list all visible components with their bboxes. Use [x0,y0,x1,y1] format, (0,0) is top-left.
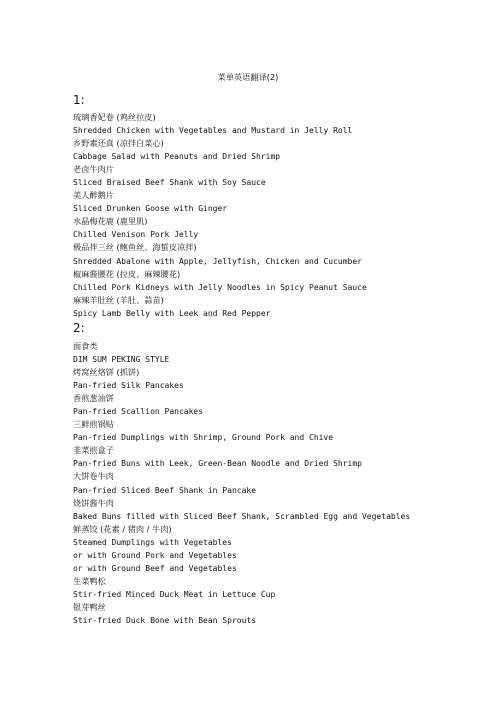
dish-name-english: Shredded Chicken with Vegetables and Mustard in Jelly Roll [73,126,353,136]
dish-name-chinese: 生菜鸭松 [73,575,106,586]
dish-name-english: Sliced Drunken Goose with Ginger [73,204,228,214]
dish-name-chinese: 老卤牛肉片 [73,164,114,175]
dish-name-chinese: 烤窝丝烙饼 (抓饼) [73,367,140,378]
dish-name-chinese: 银芽鸭丝 [73,601,106,612]
section-1-lines [73,111,483,320]
dish-name-english: Pan-fried Dumplings with Shrimp, Ground Pork and Chive [73,433,334,443]
dish-name-english: Pan-fried Silk Pancakes [73,381,184,391]
dish-name-english: Stir-fried Duck Bone with Bean Sprouts [73,615,257,625]
dish-name-chinese: 极品拌三丝 (鲍鱼丝、海蜇皮凉拌) [73,242,197,253]
dish-name-chinese: 乡野素还真 (凉拌白菜心) [73,138,164,149]
dish-name-english: Pan-fried Buns with Leek, Green-Bean Noodle and Dried Shrimp [73,459,362,469]
dish-name-chinese: 美人醉鹅片 [73,190,114,201]
dish-name-english: Cabbage Salad with Peanuts and Dried Shrimp [73,152,281,162]
section-2-lines [73,340,483,627]
dish-name-chinese: 鲜蒸饺 (花素 / 猪肉 / 牛肉) [73,523,172,534]
dish-name-chinese: 麻辣羊肚丝 (羊肚、蒜苗) [73,294,164,305]
dish-name-chinese: 琉璃香妃卷 (鸡丝拉皮) [73,112,156,122]
dish-name-english: Pan-fried Sliced Beef Shank in Pancake [73,485,257,495]
dish-name-english: or with Ground Beef and Vegetables [73,563,237,573]
dish-name-chinese: 韭菜煎盒子 [73,445,114,456]
dish-name-chinese: 椒麻酱腰花 (拉皮、麻辣腰花) [73,268,181,279]
dish-name-chinese: 面食类 [73,341,98,351]
section-number-1: 1: [73,93,85,107]
dish-name-english: Spicy Lamb Belly with Leek and Red Pepper [73,308,271,318]
section-number-2: 2: [73,321,85,335]
dish-name-english: Pan-fried Scallion Pancakes [73,407,204,417]
dish-name-english: or with Ground Pork and Vegetables [73,550,237,560]
dish-name-english: Sliced Braised Beef Shank with Soy Sauce [73,178,266,188]
dish-name-chinese: 三鲜煎锅贴 [73,419,114,430]
dish-name-chinese: 水晶梅花鹿 (鹿里肌) [73,216,148,227]
dish-name-english: Chilled Pork Kidneys with Jelly Noodles in Spicy Peanut Sauce [73,282,367,292]
dish-name-english: Stir-fried Minced Duck Meat in Lettuce Cup [73,589,276,599]
dish-name-english: Shredded Abalone with Apple, Jellyfish, Chicken and Cucumber [73,256,362,266]
dish-name-english: Baked Buns filled with Sliced Beef Shank, Scrambled Egg and Vegetables [73,511,411,521]
dish-name-english: DIM SUM PEKING STYLE [73,355,170,365]
dish-name-english: Steamed Dumplings with Vegetables [73,537,232,547]
dish-name-chinese: 大饼卷牛肉 [73,471,114,482]
dish-name-chinese: 烧饼酱牛肉 [73,497,114,508]
dish-name-chinese: 香煎葱油饼 [73,393,114,404]
document-title: 菜单英语翻译(2) [217,72,279,82]
dish-name-english: Chilled Venison Pork Jelly [73,230,199,240]
